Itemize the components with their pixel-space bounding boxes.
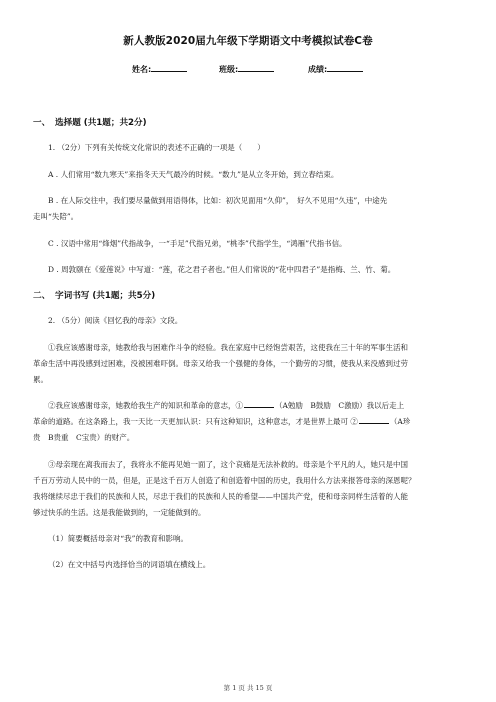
score-blank (327, 63, 363, 72)
passage-para1-line1: ①我应该感谢母亲，她教给我与困难作斗争的经验。我在家庭中已经饱尝艰苦，这使我在三十年的军事生活和 (48, 343, 408, 352)
passage-para1-line2: 革命生活中再没感到过困难，没被困难吓倒。母亲又给我一个强健的身体，一个勤劳的习惯，使我从来没感到过劳 (33, 359, 408, 368)
passage-para2-line1: ②我应该感谢母亲，她教给我生产的知识和革命的意志，① （A勉励 B鼓励 C激励）我以后走上 (48, 401, 405, 410)
passage-para3-line4: 够过快乐的生活。这是我能做到的，一定能做到的。 (33, 508, 206, 517)
question-1-stem: 1. （2分）下列有关传统文化常识的表述不正确的一项是（ ） (48, 143, 265, 152)
section-heading-choice (33, 116, 147, 128)
score-label: 成绩: (308, 65, 328, 74)
class-label: 班级: (219, 65, 239, 74)
section-number: 二、 (33, 291, 51, 301)
class-blank (238, 63, 274, 72)
answer-blank-1[interactable] (244, 400, 274, 408)
page-footer: 第 1 页 共 15 页 (223, 684, 273, 692)
name-blank (151, 63, 187, 72)
option-d: D . 周敦颐在《爱莲说》中写道：“莲，花之君子者也。”但人们常说的“花中四君子”是指梅、兰、竹、菊。 (48, 265, 396, 274)
passage-para3-line2: 千百万劳动人民中的一员，但是，正是这千百万人创造了和创造着中国的历史，我用什么方法来报答母亲的深恩呢？ (33, 476, 416, 485)
sub-question-1: （1）简要概括母亲对“我”的教育和影响。 (48, 534, 188, 543)
passage-para2-line3: 贵 B贵重 C宝贵）的财产。 (33, 433, 135, 442)
section-label: 选择题 (共1题；共2分) (55, 118, 147, 128)
option-c: C . 汉语中常用“烽烟”代指战争，一“手足”代指兄弟，“桃李”代指学生，“鸿雁”代指书信。 (48, 239, 347, 248)
section-heading-writing (33, 289, 155, 301)
question-2-stem: 2. （5分）阅读《回忆我的母亲》文段。 (48, 316, 183, 325)
passage-para1-line3: 累。 (33, 375, 48, 384)
passage-para3-line3: 我将继续尽忠于我们的民族和人民，尽忠于我们的民族和人民的希望——中国共产党，使和母亲同样生活着的人能 (33, 492, 408, 501)
section-label: 字词书写 (共1题；共5分) (55, 291, 156, 301)
section-number: 一、 (33, 118, 51, 128)
passage-para3-line1: ③母亲现在离我而去了，我将永不能再见她一面了，这个哀痛是无法补救的。母亲是个平凡的人，她只是中国 (48, 460, 408, 469)
option-b-line1: B . 在人际交往中，我们要尽量做到用语得体，比如：初次见面用“久仰”， 好久不见用“久违”，中途先 (48, 196, 388, 205)
name-field (132, 63, 187, 75)
option-a: A . 人们常用“数九寒天”来指冬天天气最冷的时候。“数九”是从立冬开始，到立春结束。 (48, 170, 339, 179)
passage-para2-line2: 革命的道路。在这条路上，我一天比一天更加认识：只有这种知识，这种意志，才是世界上最可 ② （A珍 (33, 417, 411, 426)
sub-question-2: （2）在文中括号内选择恰当的词语填在横线上。 (48, 560, 211, 569)
score-field (308, 63, 363, 75)
option-b-line2: 走叫“失陪”。 (33, 212, 79, 221)
page-title: 新人教版2020届九年级下学期语文中考模拟试卷C卷 (123, 35, 373, 47)
class-field (219, 63, 274, 75)
answer-blank-2[interactable] (359, 416, 389, 424)
name-label: 姓名: (132, 65, 152, 74)
